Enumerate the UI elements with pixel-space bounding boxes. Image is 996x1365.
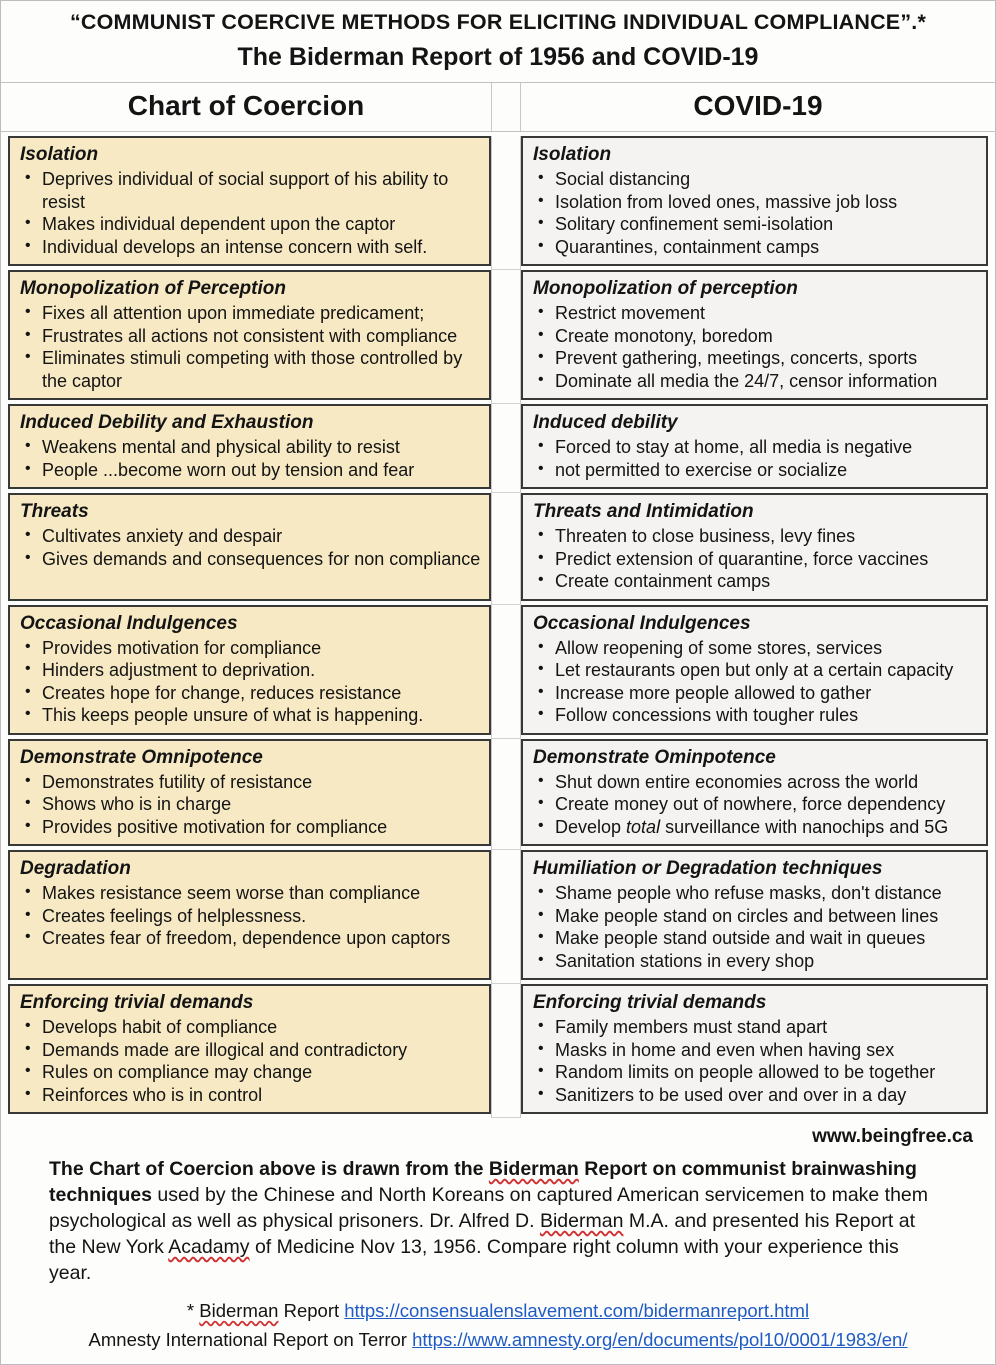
bullet-item: • Shame people who refuse masks, don't distance (531, 882, 978, 905)
covid-parallel-cell (521, 270, 995, 404)
bullet-item: • Increase more people allowed to gather (531, 682, 978, 705)
bullet-item: • Threaten to close business, levy fines (531, 525, 978, 548)
right-column-header: COVID-19 (693, 90, 823, 121)
bullet-item: • Weakens mental and physical ability to resist (18, 436, 481, 459)
method-bullets (18, 1016, 481, 1106)
bullet-item: • Reinforces who is in control (18, 1084, 481, 1107)
bullet-item: • Eliminates stimuli competing with those controlled by the captor (18, 347, 481, 392)
bullet-item: • Isolation from loved ones, massive job loss (531, 191, 978, 214)
text-segment: M.A. and presented his Report at the New York (49, 1210, 916, 1258)
column-divider (491, 493, 521, 605)
text-segment: Biderman (488, 1158, 579, 1180)
bullet-item: • Forced to stay at home, all media is negative (531, 436, 978, 459)
bullet-item: • Frustrates all actions not consistent with compliance (18, 325, 481, 348)
bullet-item: • Provides motivation for compliance (18, 637, 481, 660)
bullet-item: • Gives demands and consequences for non compliance (18, 548, 481, 571)
text-segment: Biderman (199, 1300, 279, 1321)
bullet-item: • Develops habit of compliance (18, 1016, 481, 1039)
method-bullets (531, 525, 978, 593)
method-heading: Humiliation or Degradation techniques (533, 858, 883, 879)
amnesty-report-link[interactable]: https://www.amnesty.org/en/documents/pol10/0001/1983/en/ (412, 1329, 908, 1350)
bullet-item: • Shut down entire economies across the world (531, 771, 978, 794)
coercion-method-cell (1, 739, 491, 851)
title-block (1, 1, 995, 83)
watermark-url: www.beingfree.ca (812, 1126, 973, 1147)
bullet-item: • Sanitizers to be used over and over in a day (531, 1084, 978, 1107)
bullet-item: • Creates fear of freedom, dependence upon captors (18, 927, 481, 950)
bullet-item: • Hinders adjustment to deprivation. (18, 659, 481, 682)
covid-parallel-cell (521, 136, 995, 270)
column-divider (491, 739, 521, 851)
method-heading: Isolation (533, 144, 612, 165)
method-bullets (531, 168, 978, 258)
text-segment: Acadamy (168, 1236, 250, 1258)
method-bullets (18, 168, 481, 258)
column-divider (491, 270, 521, 404)
biderman-report-label (187, 1300, 344, 1321)
covid-parallel-cell (521, 404, 995, 493)
method-heading: Enforcing trivial demands (533, 992, 767, 1013)
text-segment: of Medicine Nov 13, 1956. Compare right column with your experience this year. (49, 1236, 899, 1284)
bullet-item: • Allow reopening of some stores, services (531, 637, 978, 660)
covid-parallel-cell (521, 739, 995, 851)
method-bullets (18, 525, 481, 570)
method-bullets (531, 882, 978, 972)
amnesty-report-reference (1, 1325, 995, 1354)
coercion-method-cell (1, 850, 491, 984)
document-subtitle: The Biderman Report of 1956 and COVID-19 (237, 43, 759, 71)
coercion-method-cell (1, 136, 491, 270)
method-bullets (531, 637, 978, 727)
method-heading: Monopolization of Perception (20, 278, 286, 299)
bullet-item: • Quarantines, containment camps (531, 236, 978, 259)
method-heading: Enforcing trivial demands (20, 992, 254, 1013)
bullet-item: • Let restaurants open but only at a certain capacity (531, 659, 978, 682)
column-divider (491, 404, 521, 493)
amnesty-report-label: Amnesty International Report on Terror (88, 1329, 413, 1350)
text-segment: Report on communist brainwashing techniques (49, 1158, 917, 1206)
covid-parallel-cell (521, 605, 995, 739)
method-heading: Demonstrate Ominpotence (533, 746, 776, 768)
biderman-report-reference (1, 1296, 995, 1325)
method-heading: Threats and Intimidation (533, 501, 754, 522)
bullet-item: • Create monotony, boredom (531, 325, 978, 348)
bullet-item: • Demands made are illogical and contradictory (18, 1039, 481, 1062)
bullet-item: • Sanitation stations in every shop (531, 950, 978, 973)
bullet-item: • Cultivates anxiety and despair (18, 525, 481, 548)
bullet-item: • Restrict movement (531, 302, 978, 325)
coercion-method-cell (1, 493, 491, 605)
method-heading: Demonstrate Omnipotence (20, 746, 263, 768)
bullet-item: • Creates hope for change, reduces resistance (18, 682, 481, 705)
footer-paragraph (49, 1156, 943, 1286)
comparison-table-body (1, 132, 995, 1118)
method-bullets (18, 637, 481, 727)
bullet-item: • Create money out of nowhere, force dependency (531, 793, 978, 816)
column-divider (491, 605, 521, 739)
method-bullets (18, 882, 481, 950)
method-bullets (531, 1016, 978, 1106)
bullet-item: • Shows who is in charge (18, 793, 481, 816)
method-heading: Threats (20, 501, 89, 522)
method-bullets (531, 436, 978, 481)
bullet-item: • Makes individual dependent upon the captor (18, 213, 481, 236)
method-bullets (531, 302, 978, 392)
biderman-report-link[interactable]: https://consensualenslavement.com/bidermanreport.html (344, 1300, 810, 1321)
bullet-item: • Masks in home and even when having sex (531, 1039, 978, 1062)
bullet-item: • Make people stand outside and wait in queues (531, 927, 978, 950)
method-heading: Induced Debility and Exhaustion (20, 412, 314, 433)
text-segment: The Chart of Coercion above is drawn from the (49, 1158, 489, 1180)
method-heading: Degradation (20, 858, 131, 879)
bullet-item: • This keeps people unsure of what is happening. (18, 704, 481, 727)
method-heading: Induced debility (533, 412, 678, 433)
method-heading: Occasional Indulgences (20, 612, 238, 634)
method-bullets (531, 771, 978, 839)
method-heading: Monopolization of perception (533, 278, 798, 299)
covid-parallel-cell (521, 984, 995, 1118)
bullet-item: • People ...become worn out by tension and fear (18, 459, 481, 482)
column-divider (491, 83, 521, 131)
bullet-item: • Family members must stand apart (531, 1016, 978, 1039)
bullet-item: • Dominate all media the 24/7, censor information (531, 370, 978, 393)
bullet-item: • Create containment camps (531, 570, 978, 593)
bullet-item: • Develop total surveillance with nanochips and 5G (531, 816, 978, 839)
coercion-method-cell (1, 605, 491, 739)
bullet-item: • Makes resistance seem worse than compliance (18, 882, 481, 905)
bullet-item: • Predict extension of quarantine, force vaccines (531, 548, 978, 571)
bullet-item: • Provides positive motivation for compliance (18, 816, 481, 839)
method-heading: Occasional Indulgences (533, 612, 751, 634)
text-segment: Biderman (539, 1210, 624, 1232)
column-divider (491, 136, 521, 270)
reference-links (1, 1296, 995, 1364)
covid-parallel-cell (521, 850, 995, 984)
column-headers (1, 83, 995, 132)
bullet-item: • Rules on compliance may change (18, 1061, 481, 1084)
text-segment: used by the Chinese and North Koreans on captured American servicemen to make them psychological as well as physical prisoners. Dr. Alfred D. (49, 1184, 929, 1232)
covid-parallel-cell (521, 493, 995, 605)
bullet-item: • Social distancing (531, 168, 978, 191)
bullet-item: • Make people stand on circles and between lines (531, 905, 978, 928)
coercion-method-cell (1, 984, 491, 1118)
column-divider (491, 850, 521, 984)
bullet-item: • Solitary confinement semi-isolation (531, 213, 978, 236)
bullet-item: • Deprives individual of social support of his ability to resist (18, 168, 481, 213)
bullet-item: • Follow concessions with tougher rules (531, 704, 978, 727)
method-bullets (18, 436, 481, 481)
text-segment: * (186, 1300, 200, 1321)
left-column-header: Chart of Coercion (127, 90, 365, 121)
document-title: “COMMUNIST COERCIVE METHODS FOR ELICITING INDIVIDUAL COMPLIANCE”.* (69, 10, 927, 34)
bullet-item: • Creates feelings of helplessness. (18, 905, 481, 928)
method-bullets (18, 771, 481, 839)
coercion-method-cell (1, 270, 491, 404)
method-heading: Isolation (20, 144, 99, 165)
bullet-item: • Prevent gathering, meetings, concerts, sports (531, 347, 978, 370)
column-divider (491, 984, 521, 1118)
method-bullets (18, 302, 481, 392)
bullet-item: • not permitted to exercise or socialize (531, 459, 978, 482)
coercion-method-cell (1, 404, 491, 493)
bullet-item: • Demonstrates futility of resistance (18, 771, 481, 794)
bullet-item: • Fixes all attention upon immediate predicament; (18, 302, 481, 325)
text-segment: Report (278, 1300, 345, 1321)
bullet-item: • Individual develops an intense concern with self. (18, 236, 481, 259)
bullet-item: • Random limits on people allowed to be together (531, 1061, 978, 1084)
